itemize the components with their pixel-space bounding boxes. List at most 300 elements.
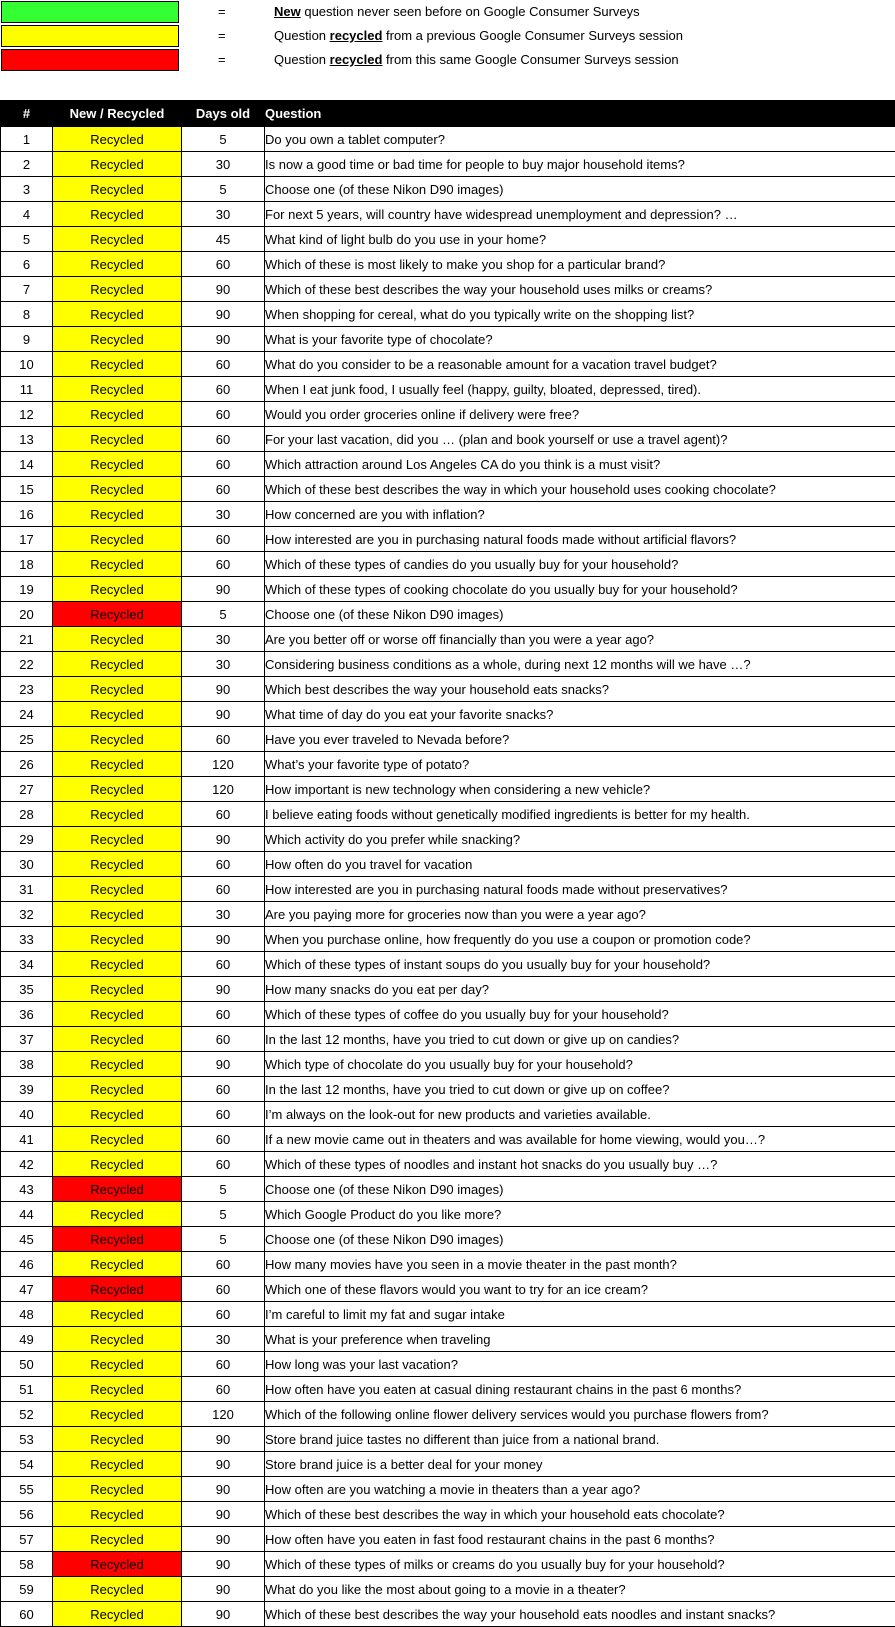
row-days-old: 45 <box>182 227 265 252</box>
row-status: Recycled <box>53 752 182 777</box>
table-row <box>1 1102 895 1127</box>
row-days-old: 60 <box>182 1002 265 1027</box>
row-status: Recycled <box>53 202 182 227</box>
table-row <box>1 777 895 802</box>
legend-text: New question never seen before on Google Consumer Surveys <box>274 0 640 24</box>
table-header-row <box>1 101 895 127</box>
table-row <box>1 1152 895 1177</box>
row-question: Which of these best describes the way your household eats noodles and instant snacks? <box>265 1602 895 1627</box>
header-status: New / Recycled <box>53 101 182 127</box>
row-days-old: 90 <box>182 1552 265 1577</box>
row-question: Choose one (of these Nikon D90 images) <box>265 177 895 202</box>
row-status: Recycled <box>53 302 182 327</box>
row-status: Recycled <box>53 602 182 627</box>
row-status: Recycled <box>53 502 182 527</box>
row-status: Recycled <box>53 1302 182 1327</box>
row-question: What time of day do you eat your favorite snacks? <box>265 702 895 727</box>
row-question: How concerned are you with inflation? <box>265 502 895 527</box>
legend-equals: = <box>218 0 226 24</box>
row-days-old: 90 <box>182 577 265 602</box>
row-question: How often have you eaten in fast food restaurant chains in the past 6 months? <box>265 1527 895 1552</box>
row-status: Recycled <box>53 877 182 902</box>
legend-swatch-red <box>1 49 179 71</box>
header-question: Question <box>265 101 895 127</box>
row-number: 55 <box>1 1477 53 1502</box>
row-number: 11 <box>1 377 53 402</box>
row-question: If a new movie came out in theaters and was available for home viewing, would you…? <box>265 1127 895 1152</box>
row-question: What is your favorite type of chocolate? <box>265 327 895 352</box>
row-status: Recycled <box>53 1252 182 1277</box>
row-question: How often have you eaten at casual dining restaurant chains in the past 6 months? <box>265 1377 895 1402</box>
row-question: Store brand juice tastes no different than juice from a national brand. <box>265 1427 895 1452</box>
row-question: When I eat junk food, I usually feel (happy, guilty, bloated, depressed, tired). <box>265 377 895 402</box>
table-row <box>1 652 895 677</box>
table-row <box>1 677 895 702</box>
row-status: Recycled <box>53 177 182 202</box>
row-days-old: 60 <box>182 527 265 552</box>
table-row <box>1 1302 895 1327</box>
table-row <box>1 477 895 502</box>
row-number: 40 <box>1 1102 53 1127</box>
row-question: What’s your favorite type of potato? <box>265 752 895 777</box>
row-status: Recycled <box>53 852 182 877</box>
table-row <box>1 377 895 402</box>
row-question: Choose one (of these Nikon D90 images) <box>265 1227 895 1252</box>
row-status: Recycled <box>53 1127 182 1152</box>
row-days-old: 5 <box>182 127 265 152</box>
table-row <box>1 1577 895 1602</box>
row-status: Recycled <box>53 1427 182 1452</box>
row-number: 24 <box>1 702 53 727</box>
row-number: 13 <box>1 427 53 452</box>
table-row <box>1 1077 895 1102</box>
table-row <box>1 427 895 452</box>
row-number: 57 <box>1 1527 53 1552</box>
row-question: Which of these types of noodles and instant hot snacks do you usually buy …? <box>265 1152 895 1177</box>
row-question: Which best describes the way your household eats snacks? <box>265 677 895 702</box>
row-days-old: 30 <box>182 152 265 177</box>
row-number: 27 <box>1 777 53 802</box>
row-days-old: 60 <box>182 727 265 752</box>
row-status: Recycled <box>53 1402 182 1427</box>
row-status: Recycled <box>53 1477 182 1502</box>
table-row <box>1 1277 895 1302</box>
row-days-old: 120 <box>182 1402 265 1427</box>
row-question: When shopping for cereal, what do you typically write on the shopping list? <box>265 302 895 327</box>
legend-equals: = <box>218 24 226 48</box>
row-number: 33 <box>1 927 53 952</box>
row-number: 4 <box>1 202 53 227</box>
row-status: Recycled <box>53 1077 182 1102</box>
row-question: How important is new technology when considering a new vehicle? <box>265 777 895 802</box>
row-days-old: 60 <box>182 352 265 377</box>
table-row <box>1 1002 895 1027</box>
row-number: 8 <box>1 302 53 327</box>
row-status: Recycled <box>53 352 182 377</box>
row-status: Recycled <box>53 1327 182 1352</box>
row-question: I believe eating foods without genetically modified ingredients is better for my health. <box>265 802 895 827</box>
row-number: 37 <box>1 1027 53 1052</box>
row-status: Recycled <box>53 427 182 452</box>
row-days-old: 30 <box>182 652 265 677</box>
table-row <box>1 802 895 827</box>
row-days-old: 120 <box>182 777 265 802</box>
row-number: 6 <box>1 252 53 277</box>
row-days-old: 60 <box>182 452 265 477</box>
row-days-old: 30 <box>182 1327 265 1352</box>
row-status: Recycled <box>53 627 182 652</box>
table-row <box>1 552 895 577</box>
table-row <box>1 577 895 602</box>
row-days-old: 60 <box>182 1152 265 1177</box>
table-row <box>1 252 895 277</box>
row-status: Recycled <box>53 1552 182 1577</box>
row-status: Recycled <box>53 1277 182 1302</box>
row-status: Recycled <box>53 1202 182 1227</box>
row-question: Which activity do you prefer while snacking? <box>265 827 895 852</box>
row-question: Which Google Product do you like more? <box>265 1202 895 1227</box>
row-question: Choose one (of these Nikon D90 images) <box>265 1177 895 1202</box>
row-question: Which of these best describes the way your household uses milks or creams? <box>265 277 895 302</box>
row-days-old: 60 <box>182 1127 265 1152</box>
row-status: Recycled <box>53 127 182 152</box>
row-status: Recycled <box>53 552 182 577</box>
row-question: In the last 12 months, have you tried to cut down or give up on candies? <box>265 1027 895 1052</box>
row-status: Recycled <box>53 1352 182 1377</box>
row-status: Recycled <box>53 252 182 277</box>
row-days-old: 30 <box>182 627 265 652</box>
row-days-old: 60 <box>182 802 265 827</box>
row-status: Recycled <box>53 402 182 427</box>
row-status: Recycled <box>53 1377 182 1402</box>
table-row <box>1 877 895 902</box>
row-number: 41 <box>1 1127 53 1152</box>
row-question: For your last vacation, did you … (plan and book yourself or use a travel agent)? <box>265 427 895 452</box>
row-question: I’m careful to limit my fat and sugar intake <box>265 1302 895 1327</box>
row-status: Recycled <box>53 677 182 702</box>
row-question: Which type of chocolate do you usually buy for your household? <box>265 1052 895 1077</box>
row-status: Recycled <box>53 477 182 502</box>
legend <box>0 0 895 80</box>
table-row <box>1 1402 895 1427</box>
table-row <box>1 302 895 327</box>
row-number: 22 <box>1 652 53 677</box>
table-row <box>1 1527 895 1552</box>
row-days-old: 5 <box>182 602 265 627</box>
row-days-old: 5 <box>182 1227 265 1252</box>
row-number: 51 <box>1 1377 53 1402</box>
row-number: 46 <box>1 1252 53 1277</box>
table-row <box>1 927 895 952</box>
row-days-old: 90 <box>182 327 265 352</box>
row-number: 28 <box>1 802 53 827</box>
row-status: Recycled <box>53 152 182 177</box>
row-number: 14 <box>1 452 53 477</box>
table-row <box>1 902 895 927</box>
row-status: Recycled <box>53 652 182 677</box>
row-number: 32 <box>1 902 53 927</box>
row-question: Which of the following online flower delivery services would you purchase flowers from? <box>265 1402 895 1427</box>
row-question: Store brand juice is a better deal for your money <box>265 1452 895 1477</box>
row-status: Recycled <box>53 702 182 727</box>
row-status: Recycled <box>53 1027 182 1052</box>
row-number: 47 <box>1 1277 53 1302</box>
row-question: How often are you watching a movie in theaters than a year ago? <box>265 1477 895 1502</box>
row-days-old: 90 <box>182 702 265 727</box>
header-days-old: Days old <box>182 101 265 127</box>
table-row <box>1 352 895 377</box>
table-row <box>1 502 895 527</box>
row-status: Recycled <box>53 227 182 252</box>
row-question: Which of these is most likely to make you shop for a particular brand? <box>265 252 895 277</box>
row-days-old: 120 <box>182 752 265 777</box>
row-number: 15 <box>1 477 53 502</box>
row-question: When you purchase online, how frequently do you use a coupon or promotion code? <box>265 927 895 952</box>
row-status: Recycled <box>53 452 182 477</box>
row-status: Recycled <box>53 1002 182 1027</box>
row-question: How interested are you in purchasing natural foods made without artificial flavors? <box>265 527 895 552</box>
row-status: Recycled <box>53 1527 182 1552</box>
row-days-old: 90 <box>182 277 265 302</box>
row-question: Which of these best describes the way in which your household uses cooking chocolate? <box>265 477 895 502</box>
row-status: Recycled <box>53 577 182 602</box>
table-row <box>1 177 895 202</box>
row-days-old: 90 <box>182 977 265 1002</box>
row-number: 43 <box>1 1177 53 1202</box>
row-number: 1 <box>1 127 53 152</box>
row-status: Recycled <box>53 1177 182 1202</box>
table-row <box>1 202 895 227</box>
row-days-old: 90 <box>182 827 265 852</box>
row-question: Do you own a tablet computer? <box>265 127 895 152</box>
row-number: 44 <box>1 1202 53 1227</box>
row-number: 48 <box>1 1302 53 1327</box>
row-number: 23 <box>1 677 53 702</box>
table-row <box>1 952 895 977</box>
row-number: 31 <box>1 877 53 902</box>
table-row <box>1 227 895 252</box>
legend-text: Question recycled from this same Google Consumer Surveys session <box>274 48 679 72</box>
row-status: Recycled <box>53 1052 182 1077</box>
row-days-old: 90 <box>182 927 265 952</box>
legend-text: Question recycled from a previous Google Consumer Surveys session <box>274 24 683 48</box>
table-row <box>1 1502 895 1527</box>
row-days-old: 60 <box>182 1377 265 1402</box>
row-days-old: 90 <box>182 677 265 702</box>
row-status: Recycled <box>53 777 182 802</box>
row-question: Are you paying more for groceries now than you were a year ago? <box>265 902 895 927</box>
row-days-old: 60 <box>182 1027 265 1052</box>
row-status: Recycled <box>53 1452 182 1477</box>
row-question: Which of these types of instant soups do you usually buy for your household? <box>265 952 895 977</box>
row-status: Recycled <box>53 1227 182 1252</box>
row-number: 56 <box>1 1502 53 1527</box>
table-body <box>1 127 895 1627</box>
table-row <box>1 1427 895 1452</box>
table-row <box>1 1252 895 1277</box>
table-row <box>1 827 895 852</box>
table-row <box>1 752 895 777</box>
row-question: Which attraction around Los Angeles CA do you think is a must visit? <box>265 452 895 477</box>
row-number: 19 <box>1 577 53 602</box>
row-number: 17 <box>1 527 53 552</box>
row-status: Recycled <box>53 1102 182 1127</box>
row-days-old: 30 <box>182 902 265 927</box>
row-question: Would you order groceries online if delivery were free? <box>265 402 895 427</box>
table-row <box>1 702 895 727</box>
row-days-old: 60 <box>182 1277 265 1302</box>
row-number: 45 <box>1 1227 53 1252</box>
row-question: What do you consider to be a reasonable amount for a vacation travel budget? <box>265 352 895 377</box>
row-days-old: 90 <box>182 1052 265 1077</box>
row-number: 2 <box>1 152 53 177</box>
legend-row-new <box>0 0 895 24</box>
row-days-old: 60 <box>182 1352 265 1377</box>
table-row <box>1 977 895 1002</box>
table-row <box>1 852 895 877</box>
row-status: Recycled <box>53 1502 182 1527</box>
legend-swatch-green <box>1 1 179 23</box>
table-row <box>1 127 895 152</box>
row-question: Choose one (of these Nikon D90 images) <box>265 602 895 627</box>
row-status: Recycled <box>53 977 182 1002</box>
table-row <box>1 1352 895 1377</box>
row-number: 7 <box>1 277 53 302</box>
row-status: Recycled <box>53 327 182 352</box>
row-days-old: 90 <box>182 1527 265 1552</box>
row-number: 29 <box>1 827 53 852</box>
table-row <box>1 152 895 177</box>
row-question: Which of these types of candies do you usually buy for your household? <box>265 552 895 577</box>
row-days-old: 90 <box>182 1452 265 1477</box>
row-number: 49 <box>1 1327 53 1352</box>
row-question: Considering business conditions as a whole, during next 12 months will we have …? <box>265 652 895 677</box>
row-number: 60 <box>1 1602 53 1627</box>
row-days-old: 60 <box>182 377 265 402</box>
legend-row-recycled-same <box>0 48 895 72</box>
row-question: How interested are you in purchasing natural foods made without preservatives? <box>265 877 895 902</box>
row-number: 26 <box>1 752 53 777</box>
row-question: What do you like the most about going to a movie in a theater? <box>265 1577 895 1602</box>
row-days-old: 60 <box>182 252 265 277</box>
row-days-old: 5 <box>182 1202 265 1227</box>
table-row <box>1 327 895 352</box>
row-days-old: 60 <box>182 1102 265 1127</box>
survey-table <box>0 100 895 1627</box>
row-number: 12 <box>1 402 53 427</box>
header-number: # <box>1 101 53 127</box>
row-question: I’m always on the look-out for new products and varieties available. <box>265 1102 895 1127</box>
row-days-old: 30 <box>182 202 265 227</box>
table-row <box>1 1377 895 1402</box>
row-question: How long was your last vacation? <box>265 1352 895 1377</box>
table-row <box>1 1477 895 1502</box>
row-question: Which one of these flavors would you want to try for an ice cream? <box>265 1277 895 1302</box>
row-status: Recycled <box>53 277 182 302</box>
row-question: How often do you travel for vacation <box>265 852 895 877</box>
row-status: Recycled <box>53 827 182 852</box>
table-row <box>1 277 895 302</box>
row-question: What is your preference when traveling <box>265 1327 895 1352</box>
table-row <box>1 1127 895 1152</box>
table-row <box>1 1327 895 1352</box>
table-row <box>1 627 895 652</box>
row-days-old: 90 <box>182 302 265 327</box>
row-days-old: 90 <box>182 1602 265 1627</box>
row-number: 21 <box>1 627 53 652</box>
row-status: Recycled <box>53 377 182 402</box>
legend-swatch-yellow <box>1 25 179 47</box>
table-row <box>1 1552 895 1577</box>
row-days-old: 60 <box>182 552 265 577</box>
row-number: 10 <box>1 352 53 377</box>
row-status: Recycled <box>53 1577 182 1602</box>
row-number: 35 <box>1 977 53 1002</box>
table-row <box>1 1052 895 1077</box>
row-status: Recycled <box>53 802 182 827</box>
row-number: 50 <box>1 1352 53 1377</box>
row-question: Which of these types of coffee do you usually buy for your household? <box>265 1002 895 1027</box>
row-days-old: 60 <box>182 427 265 452</box>
table-row <box>1 1227 895 1252</box>
row-number: 39 <box>1 1077 53 1102</box>
row-number: 25 <box>1 727 53 752</box>
table-row <box>1 1452 895 1477</box>
row-days-old: 90 <box>182 1577 265 1602</box>
row-status: Recycled <box>53 927 182 952</box>
row-days-old: 60 <box>182 877 265 902</box>
row-status: Recycled <box>53 902 182 927</box>
row-number: 52 <box>1 1402 53 1427</box>
row-days-old: 60 <box>182 1077 265 1102</box>
row-days-old: 60 <box>182 952 265 977</box>
row-days-old: 60 <box>182 1252 265 1277</box>
row-number: 42 <box>1 1152 53 1177</box>
row-days-old: 90 <box>182 1477 265 1502</box>
row-days-old: 60 <box>182 477 265 502</box>
row-days-old: 5 <box>182 1177 265 1202</box>
table-row <box>1 402 895 427</box>
row-number: 18 <box>1 552 53 577</box>
row-status: Recycled <box>53 952 182 977</box>
row-number: 3 <box>1 177 53 202</box>
row-days-old: 60 <box>182 402 265 427</box>
legend-row-recycled-previous <box>0 24 895 48</box>
row-question: Which of these best describes the way in which your household eats chocolate? <box>265 1502 895 1527</box>
row-number: 59 <box>1 1577 53 1602</box>
row-question: For next 5 years, will country have widespread unemployment and depression? … <box>265 202 895 227</box>
row-question: Which of these types of milks or creams do you usually buy for your household? <box>265 1552 895 1577</box>
table-row <box>1 452 895 477</box>
row-question: Have you ever traveled to Nevada before? <box>265 727 895 752</box>
row-status: Recycled <box>53 1152 182 1177</box>
row-days-old: 30 <box>182 502 265 527</box>
row-status: Recycled <box>53 527 182 552</box>
row-number: 54 <box>1 1452 53 1477</box>
row-number: 16 <box>1 502 53 527</box>
row-days-old: 60 <box>182 1302 265 1327</box>
table-row <box>1 1602 895 1627</box>
row-question: Are you better off or worse off financially than you were a year ago? <box>265 627 895 652</box>
row-question: Is now a good time or bad time for people to buy major household items? <box>265 152 895 177</box>
table-row <box>1 1177 895 1202</box>
table-row <box>1 1027 895 1052</box>
table-row <box>1 527 895 552</box>
row-number: 58 <box>1 1552 53 1577</box>
row-question: What kind of light bulb do you use in your home? <box>265 227 895 252</box>
row-question: How many movies have you seen in a movie theater in the past month? <box>265 1252 895 1277</box>
row-days-old: 5 <box>182 177 265 202</box>
